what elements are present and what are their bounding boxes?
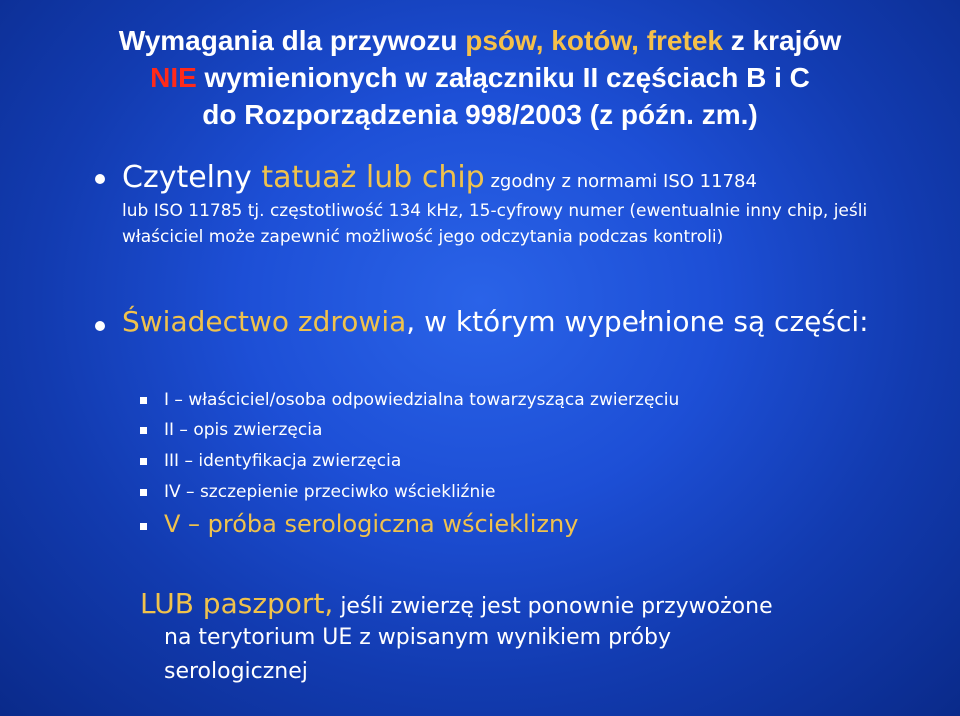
title-part3: z krajów (722, 25, 842, 56)
certificate-part-item: IV – szczepienie przeciwko wściekliźnie (164, 482, 496, 502)
square-bullet-icon (140, 489, 147, 496)
certificate-part-item: I – właściciel/osoba odpowiedzialna towarzysząca zwierzęciu (164, 390, 680, 410)
bullet-dot-icon (95, 174, 105, 184)
title-part6: do Rozporządzenia 998/2003 (z późn. zm.) (202, 99, 758, 130)
square-bullet-icon (140, 458, 147, 465)
bullet-chip-small: zgodny z normami ISO 11784 (484, 171, 757, 192)
certificate-part-item: II – opis zwierzęcia (164, 420, 323, 440)
slide-title (40, 22, 920, 133)
square-bullet-icon (140, 523, 147, 530)
certificate-part-v: V – próba serologiczna wścieklizny (164, 510, 579, 538)
bullet-certificate-highlight: Świadectwo zdrowia (122, 305, 407, 338)
square-bullet-icon (140, 427, 147, 434)
bullet-dot-icon (95, 321, 105, 331)
bullet-certificate (122, 304, 882, 340)
bullet-certificate-rest: , w którym wypełnione są części: (406, 305, 869, 338)
bullet-chip-highlight: tatuaż lub chip (261, 160, 485, 195)
square-bullet-icon (140, 397, 147, 404)
title-nie-highlight: NIE (150, 62, 197, 93)
certificate-part-item: III – identyfikacja zwierzęcia (164, 451, 402, 471)
title-part5: wymienionych w załączniku II częściach B i C (196, 62, 810, 93)
passport-alternative (140, 588, 930, 623)
passport-line2: na terytorium UE z wpisanym wynikiem próby (164, 625, 672, 650)
passport-line1: jeśli zwierzę jest ponownie przywożone (333, 594, 773, 619)
title-part1: Wymagania dla przywozu (118, 25, 466, 56)
passport-line3: serologicznej (164, 659, 308, 684)
bullet-chip-heading (122, 158, 757, 202)
title-species-highlight: psów, kotów, fretek (465, 25, 723, 56)
passport-heading: LUB paszport, (140, 587, 334, 620)
bullet-chip-details: lub ISO 11785 tj. częstotliwość 134 kHz, 15-cyfrowy numer (ewentualnie inny chip, jeśli właściciel może zapewnić możliwość jego odczytania podczas kontroli) (122, 201, 868, 247)
bullet-chip-lead: Czytelny (122, 160, 262, 195)
